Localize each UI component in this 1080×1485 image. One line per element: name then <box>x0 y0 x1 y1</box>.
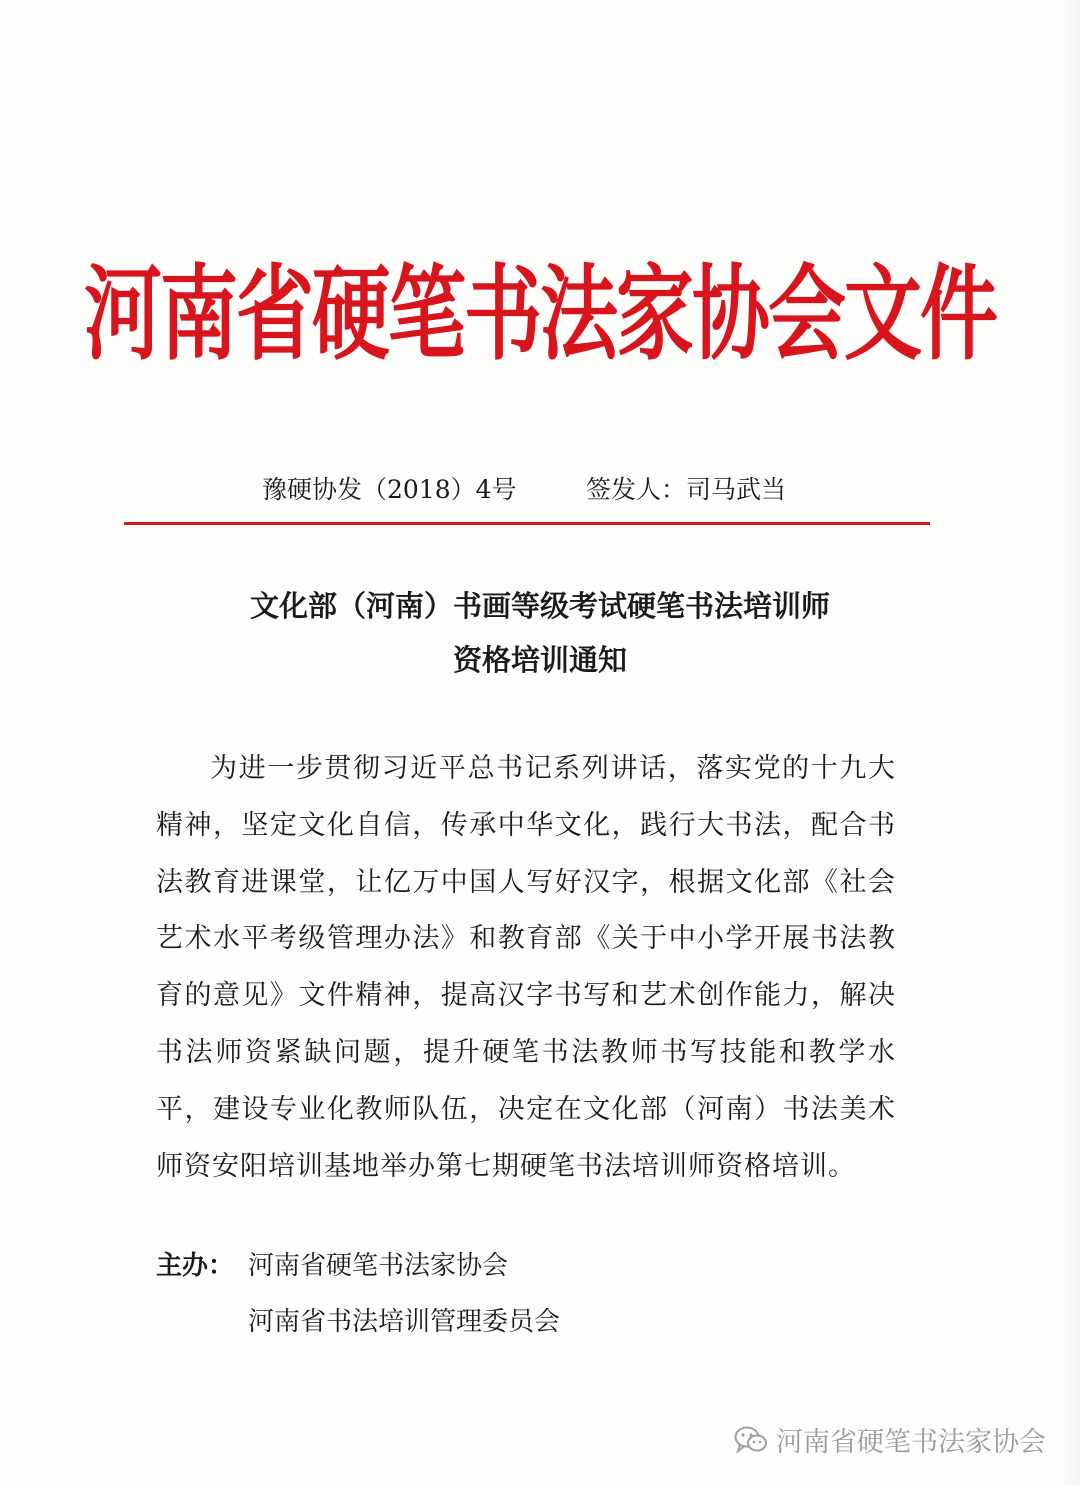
notice-title-line-2: 资格培训通知 <box>452 643 627 677</box>
organizers-label: 主办： <box>156 1251 235 1281</box>
organizers-block <box>156 1238 560 1350</box>
document-meta <box>262 470 862 506</box>
organizer-row <box>156 1238 560 1294</box>
header-divider <box>124 522 930 525</box>
organizer-name: 河南省书法培训管理委员会 <box>248 1307 561 1337</box>
wechat-watermark <box>734 1420 1046 1459</box>
document-number: 豫硬协发（2018）4号 <box>262 475 517 504</box>
wechat-icon <box>734 1425 768 1455</box>
organizer-name: 河南省硬笔书法家协会 <box>248 1251 509 1281</box>
notice-title-line-1: 文化部（河南）书画等级考试硬笔书法培训师 <box>249 589 830 623</box>
document-issuer: 签发人：司马武当 <box>585 475 786 504</box>
notice-body-paragraph: 为进一步贯彻习近平总书记系列讲话，落实党的十九大精神，坚定文化自信，传承中华文化，践行大书法，配合书法教育进课堂，让亿万中国人写好汉字，根据文化部《社会艺术水平考级管理办法》和教育部《关于中小学开展书法教育的意见》文件精神，提高汉字书写和艺术创作能力，解决书法师资紧缺问题，提升硬笔书法教师书写技能和教学水平，建设专业化教师队伍，决定在文化部（河南）书法美术师资安阳培训基地举办第七期硬笔书法培训师资格培训。 <box>156 753 896 1182</box>
document-header-title: 河南省硬笔书法家协会文件 <box>83 254 996 375</box>
organizer-row <box>156 1294 560 1350</box>
watermark-text: 河南省硬笔书法家协会 <box>776 1427 1046 1458</box>
page-edge-shadow <box>1062 0 1080 1485</box>
